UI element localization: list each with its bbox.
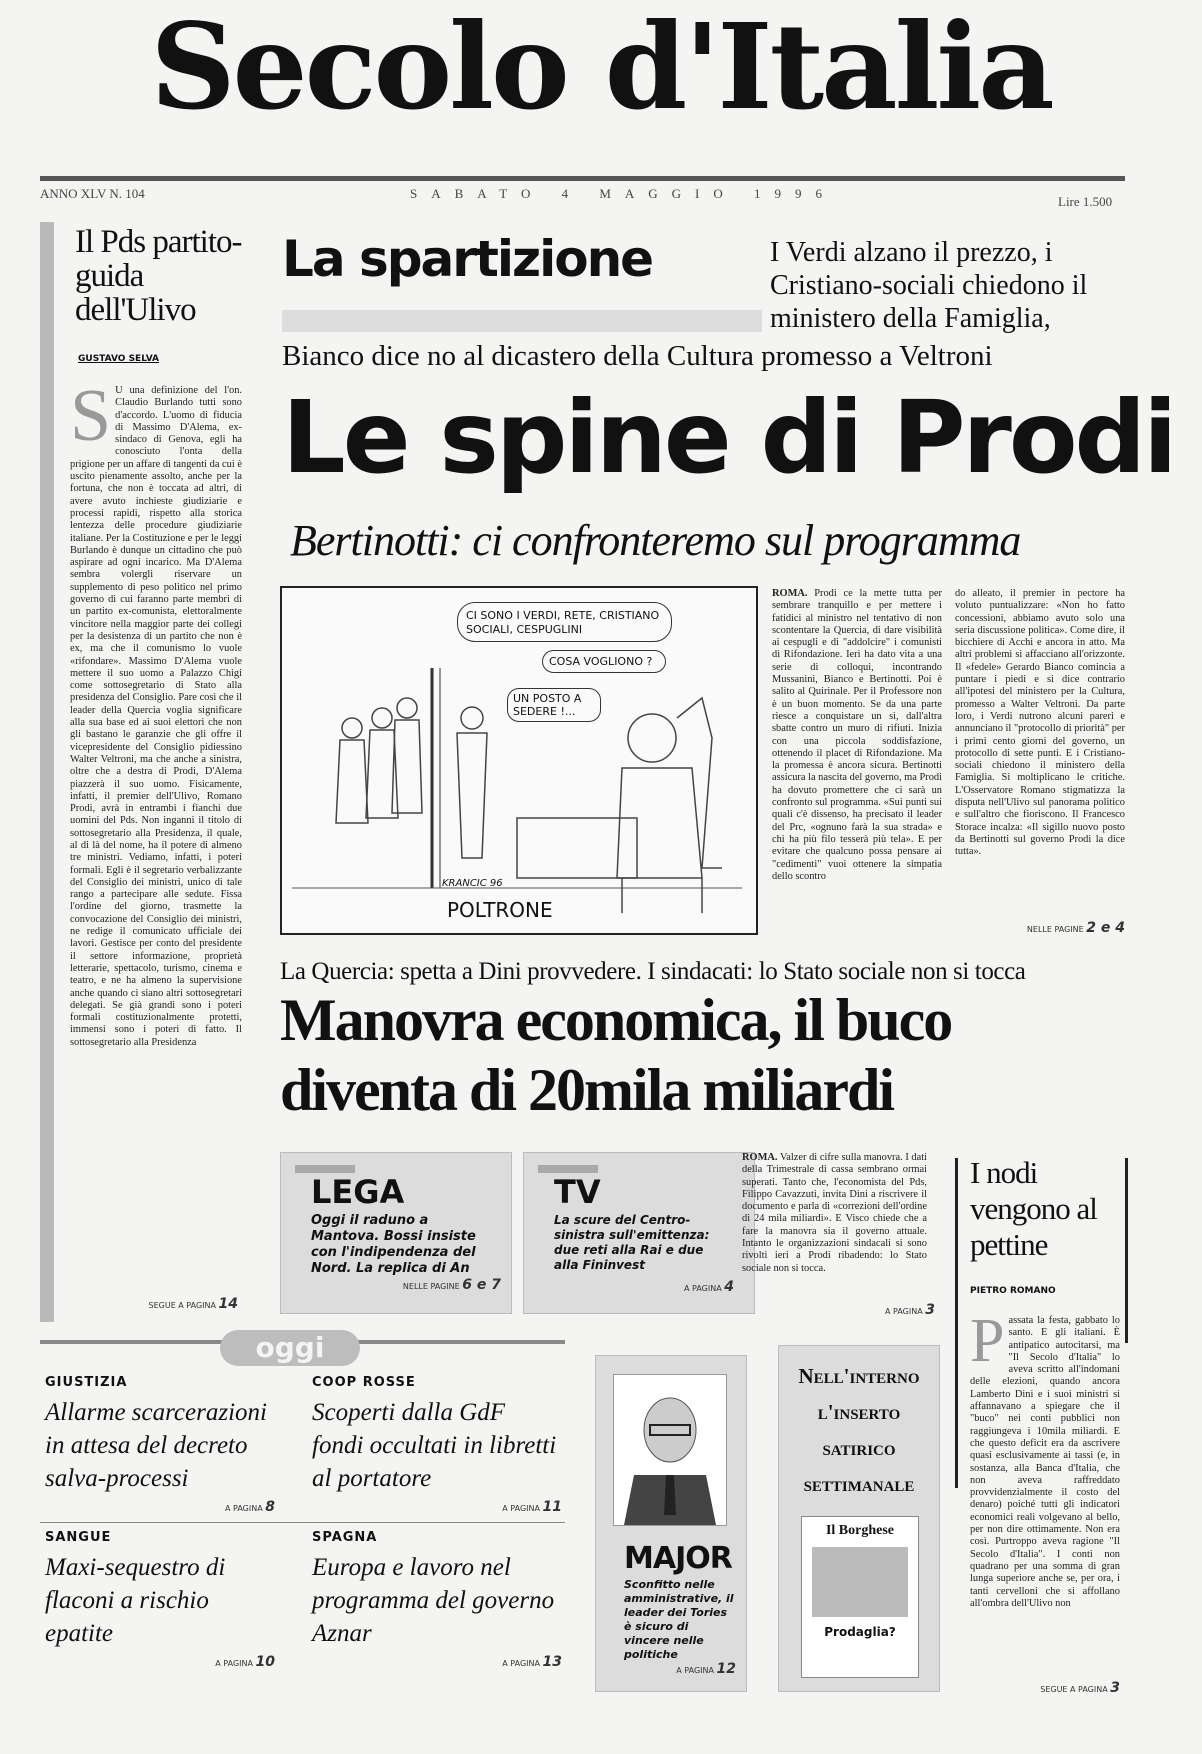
issue-date: SABATO 4 MAGGIO 1996: [410, 186, 837, 201]
oggi-item-3: [45, 1530, 275, 1670]
cartoon-bubble-3: UN POSTO A SEDERE !...: [507, 688, 601, 722]
editorial-body: [70, 385, 242, 1290]
oggi-item-4-ref: [312, 1654, 562, 1670]
comment-continue-page: 3: [1110, 1680, 1120, 1696]
major-box: [595, 1355, 747, 1692]
tv-ref: [544, 1279, 734, 1295]
lega-box: [280, 1152, 512, 1314]
major-ref-page: 12: [716, 1661, 736, 1677]
lega-ref: [301, 1277, 501, 1293]
inserto-text: Nell'interno l'inserto satirico settimanale: [798, 1364, 920, 1496]
masthead-rule: [40, 176, 1125, 181]
tv-ref-pages: 4: [724, 1279, 734, 1295]
cartoon-bubble-1: CI SONO I VERDI, RETE, CRISTIANO SOCIALI, CESPUGLINI: [457, 602, 672, 642]
oggi-item-2-ref-label: A PAGINA: [502, 1504, 540, 1513]
lead-col-2: do alleato, il premier in pectore ha voluto puntualizzare: «Non ho fatto concessioni, abbiamo avuto solo una seria discussione politica». Come dire, il bicchiere di Acchi e ancora in atto. Ma altri problemi si affacciano all'orizzonte. Il «fedele» Gerardo Bianco comincia a puntare i piedi e si dice contrario all'ipotesi del ministero per la Cultura, promesso a Walter Veltroni. Da parte loro, i Verdi nutrono alcuni pareri e annunciano il "protocollo di priorità" per i primi cento giorni del governo, un protocollo di sette punti. E i Cristiano-sociali chiedono il ministero della Famiglia. Si moltiplicano le critiche. L'Osservatore Romano stigmatizza la disputa nell'Ulivo sul panorama politico e sull'altro che fioriscono. Il Francesco Storace incalza: «Il sigillo nuovo posto da Bertinotti sul governo Prodi la dice tutta».: [955, 588, 1125, 858]
lega-bar: [295, 1165, 355, 1173]
editorial-dropcap: S: [70, 385, 112, 457]
oggi-item-2-ref-page: 11: [542, 1499, 562, 1515]
editorial-continue-page: 14: [218, 1296, 238, 1312]
cartoon-caption: POLTRONE: [447, 898, 553, 922]
lega-text: Oggi il raduno a Mantova. Bossi insiste con l'indipendenza del Nord. La replica di An: [311, 1213, 476, 1276]
comment-dropcap: P: [970, 1315, 1005, 1375]
lead-subhead: Bertinotti: ci confronteremo sul programma: [290, 516, 1021, 565]
comment-author: PIETRO ROMANO: [970, 1286, 1056, 1296]
economy-deck: La Quercia: spetta a Dini provvedere. I sindacati: lo Stato sociale non si tocca: [280, 958, 1026, 985]
tv-text: La scure del Centro-sinistra sull'emittenza: due reti alla Rai e due alla Fininvest: [554, 1213, 710, 1272]
oggi-item-4-title: Europa e lavoro nel programma del governo Aznar: [312, 1554, 555, 1647]
major-portrait: [614, 1375, 726, 1525]
inserto-cover-line: Prodaglia?: [824, 1625, 896, 1639]
economy-ref-label: A PAGINA: [885, 1307, 923, 1316]
economy-ref-page: 3: [925, 1302, 935, 1318]
lead-deck-1: I Verdi alzano il prezzo, i Cristiano-sociali chiedono il ministero della Famiglia,: [770, 237, 1088, 334]
editorial-continue-label: SEGUE A PAGINA: [148, 1301, 216, 1310]
lead-col-1-text: Prodi ce la mette tutta per sembrare tranquillo e per mettere i fatidici al ministro nel tentativo di non scontentare la Quercia, di dare visibilità ai cespugli e di "addolcire" i comunisti di Rifondazione. Ieri ha dato vita a una serie di colloqui, incontrando Mussanini, Bianco e Bertinotti. Poi è salito al Quirinale. Per il Professore non è un buon momento. Se da una parte riesce a conquistare un sì, dall'altra sbatte contro un muro di rifiuti. Inizia con una piccola soddisfazione, ottenendo il placet di Rifondazione. Ma la promessa è ancora sicura. Bertinotti assicura la nascita del governo, ma Prodi ha dovuto promettere che ci sarà un confronto sul programma. «Sui punti sui quali c'è dissenso, ha precisato il leader del Prc, «ognuno farà la sua strada» e chi ha più filo tesserà più tela». E per evitare che qualcuno possa pensare ai "cedimenti" vuoi ottenere la simpatia dello scontro: [772, 588, 942, 882]
cartoon-bubble-2: COSA VOGLIONO ?: [542, 650, 666, 673]
comment-rule-left: [955, 1158, 958, 1488]
inserto-cover-title: Il Borghese: [825, 1523, 895, 1538]
oggi-label: oggi: [220, 1330, 360, 1366]
tv-bar: [538, 1165, 598, 1173]
major-title: MAJOR: [624, 1541, 732, 1576]
oggi-item-1-kicker: GIUSTIZIA: [45, 1375, 128, 1390]
masthead-title: Secolo d'Italia: [150, 0, 1052, 136]
oggi-item-2: [312, 1375, 562, 1515]
lead-kicker: La spartizione: [282, 230, 653, 288]
oggi-item-1-title: Allarme scarcerazioni in attesa del decreto salva-processi: [45, 1399, 267, 1492]
oggi-item-3-title: Maxi-sequestro di flaconi a rischio epatite: [45, 1554, 226, 1647]
tv-ref-label: A PAGINA: [684, 1284, 722, 1293]
economy-headline-1: Manovra economica, il buco: [280, 987, 952, 1053]
lead-col-1: [772, 588, 942, 933]
editorial-title: Il Pds partito-guida dell'Ulivo: [75, 224, 242, 328]
oggi-item-3-ref-page: 10: [255, 1654, 275, 1670]
oggi-item-3-kicker: SANGUE: [45, 1530, 112, 1545]
lead-deck-2: Bianco dice no al dicastero della Cultura promesso a Veltroni: [282, 340, 993, 372]
lead-ref-pages: 2 e 4: [1086, 920, 1125, 936]
lega-ref-pages: 6 e 7: [462, 1277, 501, 1293]
comment-continue-label: SEGUE A PAGINA: [1040, 1685, 1108, 1694]
comment-title: I nodi vengono al pettine: [970, 1155, 1097, 1262]
lega-ref-label: NELLE PAGINE: [402, 1282, 460, 1291]
oggi-item-1: [45, 1375, 275, 1515]
economy-body-text: Valzer di cifre sulla manovra. I dati della Trimestrale di cassa sembrano ormai superati. Tanto che, l'economista del Pds, Filippo Cavazzuti, invita Dini a riscrivere il documento e parla di «correzioni dell'ordine di 24 mila miliardi». E Visco chiede che a fare la manovra sia il governo attuale. Intanto le organizzazioni sindacali si sono rivolti ieri a Prodi ribadendo: lo Stato sociale non si tocca.: [742, 1152, 927, 1274]
comment-rule-right: [1125, 1158, 1128, 1343]
oggi-item-4-ref-label: A PAGINA: [502, 1659, 540, 1668]
oggi-item-1-ref: [45, 1499, 275, 1515]
issue-price: Lire 1.500: [1058, 194, 1113, 209]
oggi-divider: [40, 1522, 565, 1523]
inserto-cover: [801, 1516, 919, 1678]
economy-ref: [760, 1302, 935, 1318]
editorial-shade-bar: [40, 222, 54, 1322]
oggi-item-2-kicker: COOP ROSSE: [312, 1375, 416, 1390]
lega-title: LEGA: [311, 1173, 405, 1211]
comment-body: [970, 1315, 1120, 1670]
major-photo: [613, 1374, 727, 1526]
inserto-cover-image: [812, 1547, 908, 1617]
lead-headline: Le spine di Prodi: [282, 379, 1175, 496]
major-ref: [606, 1661, 736, 1677]
comment-text: assata la festa, gabbato lo santo. E gli italiani. È antipatico autocitarsi, ma "Il Secolo d'Italia" lo aveva scritto all'indomani delle elezioni, quando ancora Lamberto Dini e i suoi ministri si affannavano a spiegare che il "buco" nei conti pubblici non raggiungeva i 10mila miliardi. E che questo deficit era da ascrivere quasi esclusivamente ai tassi (e, in sostanza, alla Banca d'Italia, che non aveva raffreddato provvidenzialmente il costo del denaro) poiché tutti gli indicatori economici reali volgevano al bello, per non dire ottimamente. Non era così. Purtroppo aveva ragione "Il Secolo d'Italia". I conti non quadrano per una somma di gran lunga superiore anche se, per ora, i tanti cervelloni che si affollano all'ombra dell'Ulivo non: [970, 1315, 1120, 1609]
oggi-item-2-title: Scoperti dalla GdF fondi occultati in libretti al portatore: [312, 1399, 557, 1492]
lead-deck-shade: [282, 310, 762, 332]
tv-box: [523, 1152, 755, 1314]
major-text: Sconfitto nelle amministrative, il leader dei Tories è sicuro di vincere nelle politiche: [624, 1578, 734, 1661]
editorial-continue: [120, 1296, 238, 1312]
tv-title: TV: [554, 1173, 601, 1211]
editorial-text: U una definizione del l'on. Claudio Burlando tutti sono d'accordo. L'uomo di fiducia di Massimo D'Alema, ex-sindaco di Genova, egli ha conosciuto l'onta della prigione per un affare di tangenti da cui è uscito pienamente assolto, anche per la fortuna, che non è toccata ad altri, di avere avuto inchieste giudiziarie e processi rapidi, rispetto alla storica lentezza delle procedure giudiziarie italiane. Per la Costituzione e per le leggi Burlando è dunque un cittadino che può aspirare ad ogni incarico. Ma D'Alema sembra volergli riservare un supplemento di peso politico nel primo governo di cui faranno parte membri di un partito ex-comunista, elettoralmente vincitore nella maggior parte dei collegi per la desistenza di un partito che non è ex, ma che il comunismo lo vuole «rifondare». Massimo D'Alema vuole mettere il suo uomo a Palazzo Chigi come sottosegretario di Stato alla presidenza del Consiglio. Pare così che il leader della Quercia voglia significare alla sua base ed ai suoi elettori che non gli bastano le garanzie che gli offre il vicepresidente del Consiglio pidiessino Walter Veltroni, ma che anche a sinistra, oltre che a destra di Prodi, D'Alema piazzerà il suo uomo. Fisicamente, infatti, il premier dell'Ulivo, Romano Prodi, avrà in entrambi i fianchi due uomini del Pds. Non inganni il titolo di sottosegretario alla Presidenza, il quale, al di là del nome, ha il potere di almeno tre ministri. Vediamo, infatti, i poteri formali. Egli è il segretario verbalizzante del Consiglio dei ministri, unico di tale rango a partecipare alle sedute. Fissa l'ordine del giorno, trasmette la convocazione del Consiglio dei ministri, ne redige il comunicato ufficiale dei lavori. Gestisce per conto del presidente il settore informazione, proprietà letterarie, spettacolo, turismo, cinema e teatro, e ne ha almeno la supervisione anche quando ci siano altri sottosegretari delegati. Se già grandi sono i poteri formali costituzionalmente protetti, immensi sono i poteri di fatto. Il sottosegretario alla Presidenza: [70, 385, 242, 1048]
cartoon-signature: KRANCIC 96: [442, 878, 503, 889]
economy-dateline: ROMA.: [742, 1152, 778, 1163]
lead-ref: [955, 920, 1125, 936]
issue-number: ANNO XLV N. 104: [40, 186, 145, 201]
editorial-author: GUSTAVO SELVA: [78, 354, 160, 364]
comment-continue: [990, 1680, 1120, 1696]
lead-ref-label: NELLE PAGINE: [1026, 925, 1084, 934]
oggi-item-3-ref-label: A PAGINA: [215, 1659, 253, 1668]
lead-dateline: ROMA.: [772, 588, 808, 599]
oggi-item-1-ref-label: A PAGINA: [225, 1504, 263, 1513]
oggi-item-4-kicker: SPAGNA: [312, 1530, 378, 1545]
cartoon: [280, 586, 758, 935]
oggi-item-4-ref-page: 13: [542, 1654, 562, 1670]
inserto-box: [778, 1345, 940, 1692]
oggi-item-2-ref: [312, 1499, 562, 1515]
economy-headline-2: diventa di 20mila miliardi: [280, 1057, 894, 1123]
economy-body: [742, 1152, 927, 1307]
major-ref-label: A PAGINA: [676, 1666, 714, 1675]
oggi-item-4: [312, 1530, 562, 1670]
oggi-item-1-ref-page: 8: [265, 1499, 275, 1515]
oggi-item-3-ref: [45, 1654, 275, 1670]
